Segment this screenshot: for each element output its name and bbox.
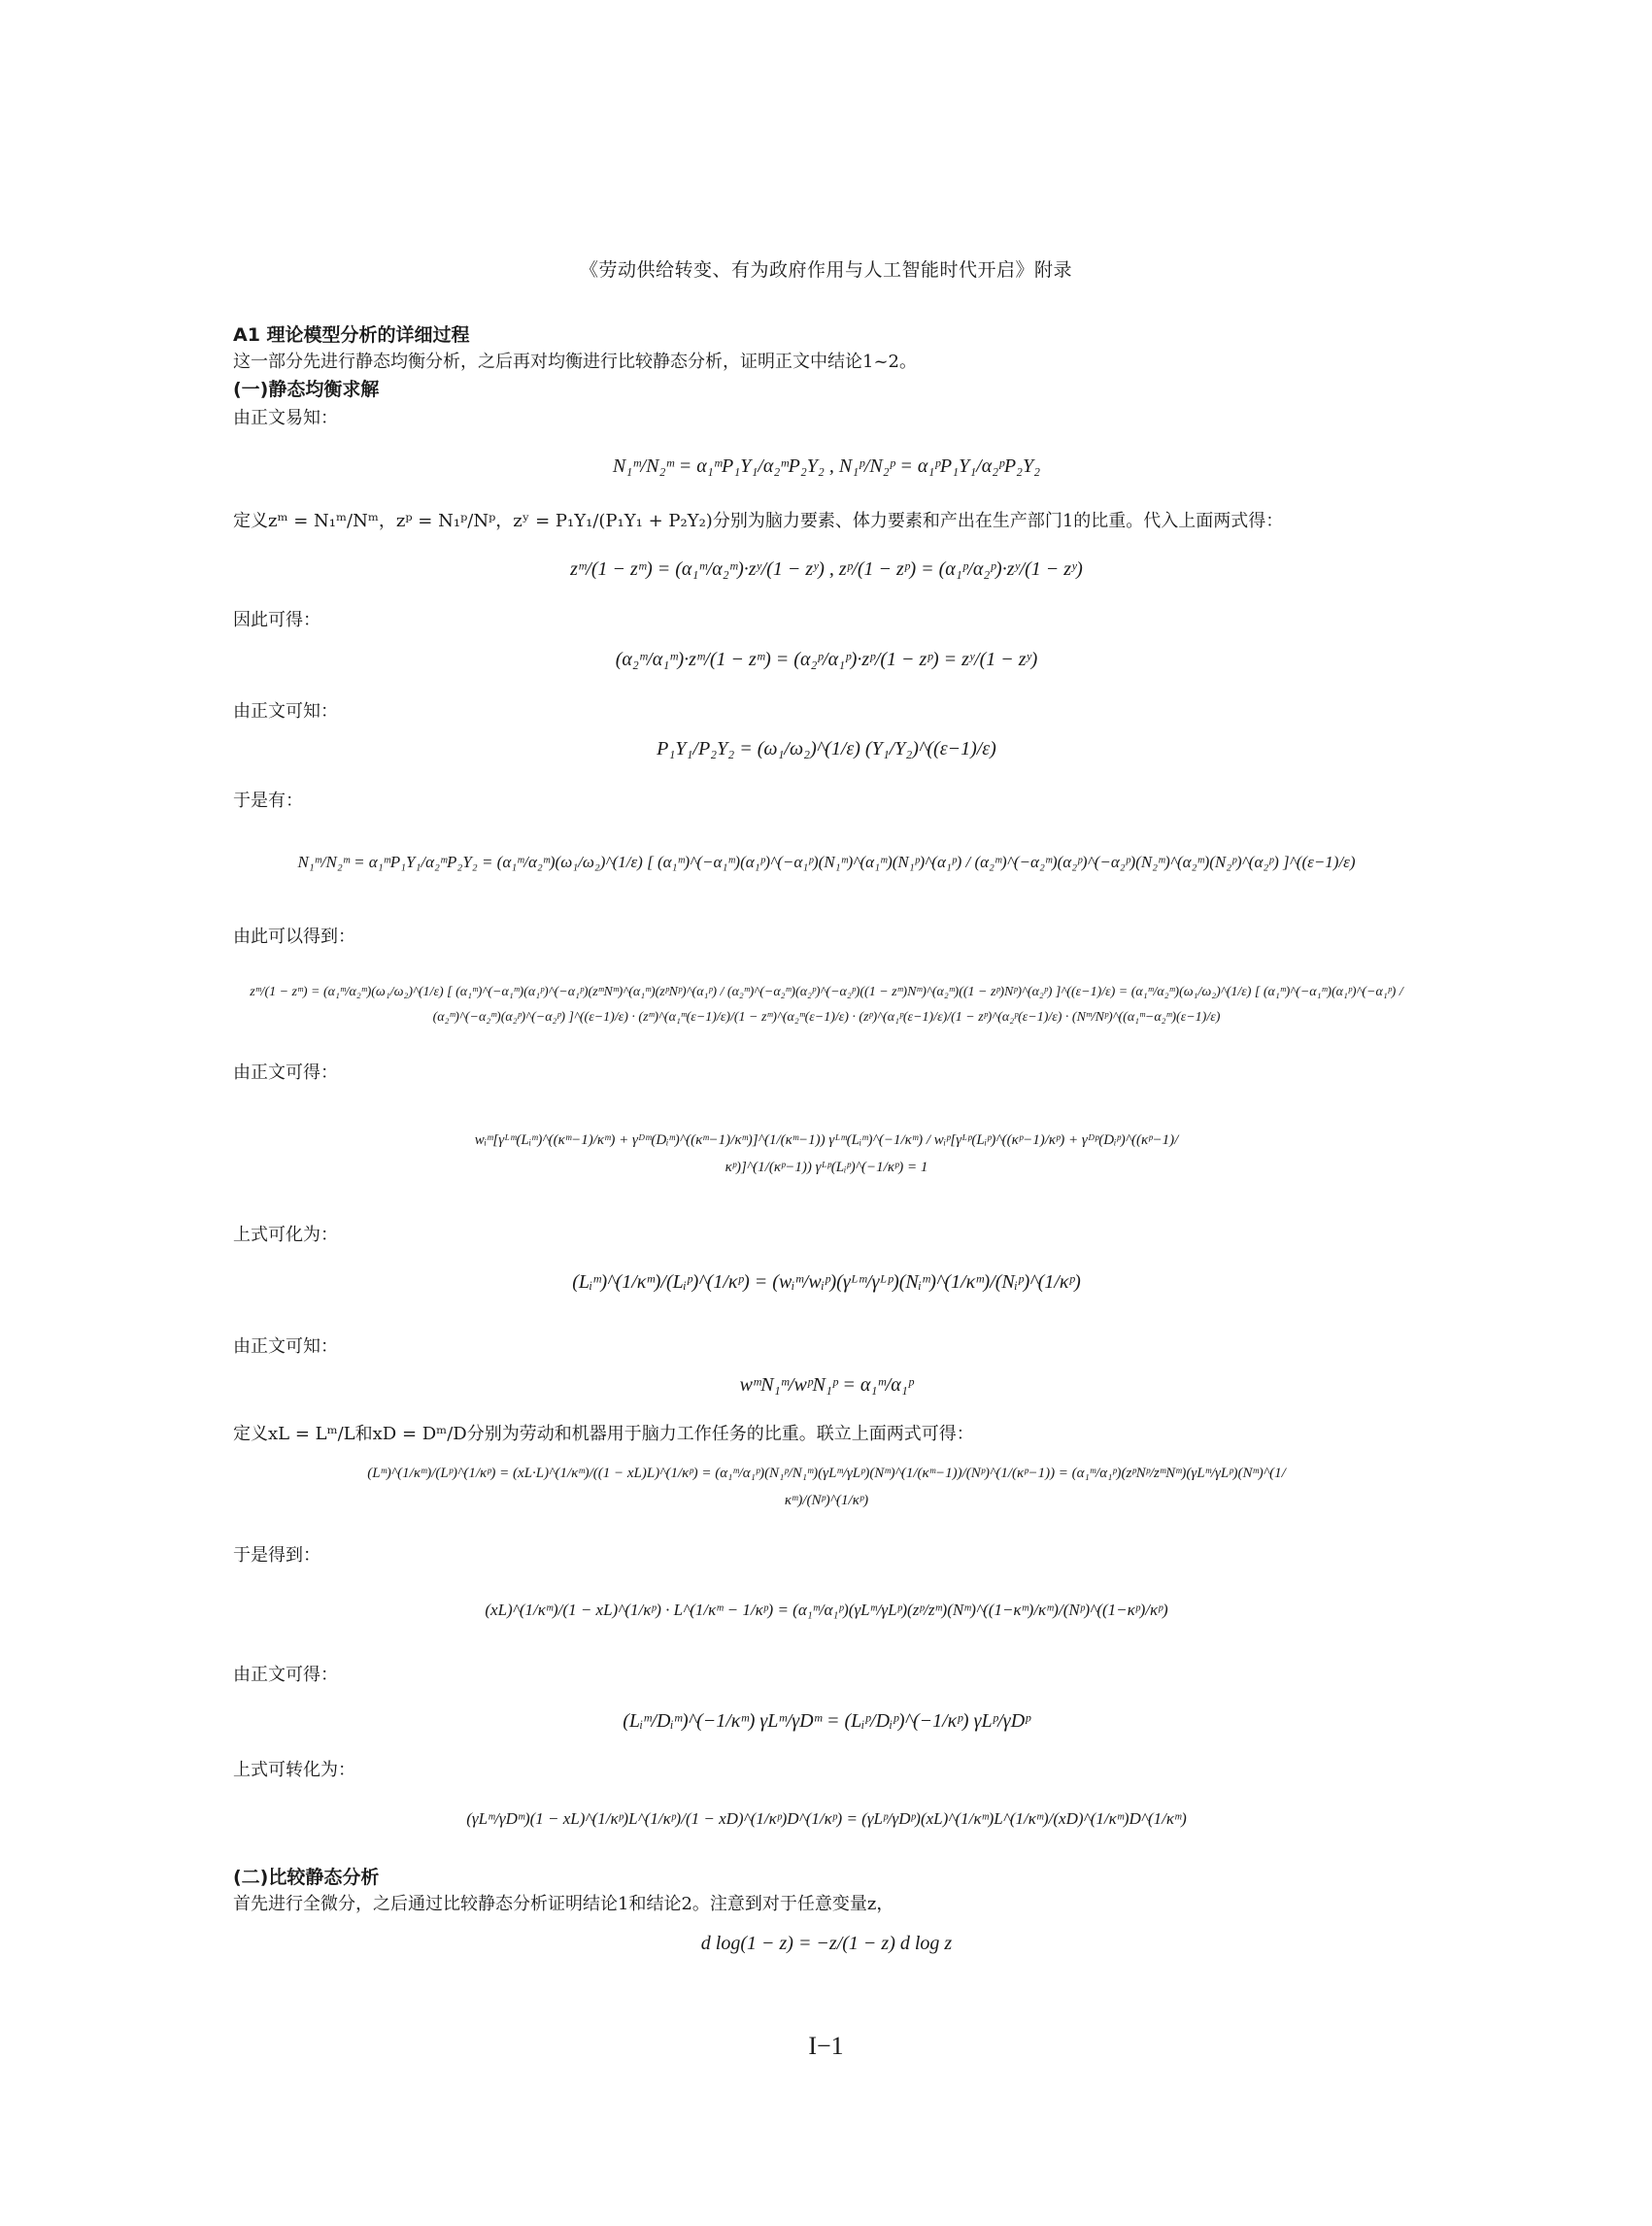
- equation-13: [233, 1787, 1420, 1850]
- equation-4: [233, 721, 1420, 777]
- equation-8-text: (Lᵢᵐ)^(1/κᵐ)/(Lᵢᵖ)^(1/κᵖ) = (wᵢᵐ/wᵢᵖ)(γᴸᵐ/γᴸᵖ)(Nᵢᵐ)^(1/κᵐ)/(Nᵢᵖ)^(1/κᵖ): [572, 1271, 1081, 1293]
- paragraph-2: 定义zᵐ = N₁ᵐ/Nᵐ，zᵖ = N₁ᵖ/Nᵖ，zʸ = P₁Y₁/(P₁Y₁ + P₂Y₂)分别为脑力要素、体力要素和产出在生产部门1的比重。代入上面两式得：: [233, 511, 1284, 531]
- paragraph-10: 定义xL = Lᵐ/L和xD = Dᵐ/D分别为劳动和机器用于脑力工作任务的比重。联立上面两式可得：: [233, 1424, 974, 1444]
- equation-5: [233, 821, 1420, 903]
- equation-1-text: N₁ᵐ/N₂ᵐ = α₁ᵐP₁Y₁/α₂ᵐP₂Y₂ , N₁ᵖ/N₂ᵖ = α₁ᵖP₁Y₁/α₂ᵖP₂Y₂: [612, 455, 1041, 477]
- page-number: I−1: [808, 2032, 844, 2060]
- paragraph-6: 由此可以得到：: [233, 927, 355, 947]
- equation-3-text: (α₂ᵐ/α₁ᵐ)·zᵐ/(1 − zᵐ) = (α₂ᵖ/α₁ᵖ)·zᵖ/(1 − zᵖ) = zʸ/(1 − zʸ): [615, 648, 1038, 670]
- paragraph-12: 由正文可得：: [233, 1665, 338, 1685]
- equation-14: [233, 1919, 1420, 1968]
- paragraph-13: 上式可转化为：: [233, 1760, 355, 1780]
- equation-6: [233, 957, 1420, 1054]
- equation-1: [233, 442, 1420, 490]
- document-title: 《劳动供给转变、有为政府作用与人工智能时代开启》附录: [579, 259, 1072, 281]
- equation-4-text: P₁Y₁/P₂Y₂ = (ω₁/ω₂)^(1/ε) (Y₁/Y₂)^((ε−1)/ε): [657, 737, 996, 759]
- equation-13-text: (γLᵐ/γDᵐ)(1 − xL)^(1/κᵖ)L^(1/κᵖ)/(1 − xD)^(1/κᵖ)D^(1/κᵖ) = (γLᵖ/γDᵖ)(xL)^(1/κᵐ)L^(1/κᵐ)/(xD)^(1/κᵐ)D^(1/κᵐ): [466, 1808, 1187, 1828]
- paragraph-8: 上式可化为：: [233, 1225, 338, 1245]
- paragraph-11: 于是得到：: [233, 1545, 320, 1566]
- equation-8: [233, 1246, 1420, 1319]
- section-heading-a1: A1 理论模型分析的详细过程: [233, 324, 470, 346]
- equation-9: [233, 1357, 1420, 1413]
- paragraph-9: 由正文可知：: [233, 1336, 338, 1357]
- paragraph-3: 因此可得：: [233, 610, 320, 630]
- paragraph-4: 由正文可知：: [233, 701, 338, 722]
- equation-3: [233, 632, 1420, 687]
- equation-2: [233, 542, 1420, 596]
- equation-11-text: (xL)^(1/κᵐ)/(1 − xL)^(1/κᵖ) · L^(1/κᵐ − 1/κᵖ) = (α₁ᵐ/α₁ᵖ)(γLᵐ/γLᵖ)(zᵖ/zᵐ)(Nᵐ)^((1−κᵐ)/κᵐ)/(Nᵖ)^((1−κᵖ)/κᵖ): [485, 1600, 1168, 1619]
- equation-12-text: (Lᵢᵐ/Dᵢᵐ)^(−1/κᵐ) γLᵐ/γDᵐ = (Lᵢᵖ/Dᵢᵖ)^(−1/κᵖ) γLᵖ/γDᵖ: [623, 1710, 1030, 1732]
- equation-11: [233, 1573, 1420, 1646]
- equation-7-text: wᵢᵐ[γᴸᵐ(Lᵢᵐ)^((κᵐ−1)/κᵐ) + γᴰᵐ(Dᵢᵐ)^((κᵐ−1)/κᵐ)]^(1/(κᵐ−1)) γᴸᵐ(Lᵢᵐ)^(−1/κᵐ) / wᵢᵖ[γᴸᵖ(Lᵢᵖ)^((κᵖ−1)/κᵖ) + γᴰᵖ(Dᵢᵖ)^((κᵖ−1)/κᵖ)]^(1/(κᵖ−1)) γᴸᵖ(Lᵢᵖ)^(−1/κᵖ) = 1: [474, 1132, 1179, 1175]
- subsection-heading-comparative: (二)比较静态分析: [233, 1867, 380, 1888]
- equation-10-text: (Lᵐ)^(1/κᵐ)/(Lᵖ)^(1/κᵖ) = (xL·L)^(1/κᵐ)/((1 − xL)L)^(1/κᵖ) = (α₁ᵐ/α₁ᵖ)(N₁ᵖ/N₁ᵐ)(γLᵐ/γLᵖ)(Nᵐ)^(1/(κᵐ−1))/(Nᵖ)^(1/(κᵖ−1)) = (α₁ᵐ/α₁ᵖ)(zᵖNᵖ/zᵐNᵐ)(γLᵐ/γLᵖ)(Nᵐ)^(1/κᵐ)/(Nᵖ)^(1/κᵖ): [367, 1466, 1286, 1508]
- paragraph-1: 由正文易知：: [233, 408, 338, 428]
- equation-10: [233, 1447, 1420, 1527]
- equation-7: [233, 1086, 1420, 1222]
- equation-9-text: wᵐN₁ᵐ/wᵖN₁ᵖ = α₁ᵐ/α₁ᵖ: [739, 1373, 914, 1396]
- subsection-heading-static: (一)静态均衡求解: [233, 379, 380, 400]
- equation-6-text: zᵐ/(1 − zᵐ) = (α₁ᵐ/α₂ᵐ)(ω₁/ω₂)^(1/ε) [ (α₁ᵐ)^(−α₁ᵐ)(α₁ᵖ)^(−α₁ᵖ)(zᵐNᵐ)^(α₁ᵐ)(zᵖNᵖ)^(α₁ᵖ) / (α₂ᵐ)^(−α₂ᵐ)(α₂ᵖ)^(−α₂ᵖ)((1 − zᵐ)Nᵐ)^(α₂ᵐ)((1 − zᵖ)Nᵖ)^(α₂ᵖ) ]^((ε−1)/ε) = (α₁ᵐ/α₂ᵐ)(ω₁/ω₂)^(1/ε) [ (α₁ᵐ)^(−α₁ᵐ)(α₁ᵖ)^(−α₁ᵖ) / (α₂ᵐ)^(−α₂ᵐ)(α₂ᵖ)^(−α₂ᵖ) ]^((ε−1)/ε) · (zᵐ)^(α₁ᵐ(ε−1)/ε)/(1 − zᵐ)^(α₂ᵐ(ε−1)/ε) · (zᵖ)^(α₁ᵖ(ε−1)/ε)/(1 − zᵖ)^(α₂ᵖ(ε−1)/ε) · (Nᵐ/Nᵖ)^((α₁ᵐ−α₂ᵐ)(ε−1)/ε): [250, 985, 1403, 1025]
- equation-12: [233, 1690, 1420, 1753]
- equation-14-text: d log(1 − z) = −z/(1 − z) d log z: [700, 1932, 953, 1954]
- equation-5-text: N₁ᵐ/N₂ᵐ = α₁ᵐP₁Y₁/α₂ᵐP₂Y₂ = (α₁ᵐ/α₂ᵐ)(ω₁/ω₂)^(1/ε) [ (α₁ᵐ)^(−α₁ᵐ)(α₁ᵖ)^(−α₁ᵖ)(N₁ᵐ)^(α₁ᵐ)(N₁ᵖ)^(α₁ᵖ) / (α₂ᵐ)^(−α₂ᵐ)(α₂ᵖ)^(−α₂ᵖ)(N₂ᵐ)^(α₂ᵐ)(N₂ᵖ)^(α₂ᵖ) ]^((ε−1)/ε): [297, 852, 1356, 871]
- paragraph-5: 于是有：: [233, 791, 303, 811]
- paragraph-14: 首先进行全微分，之后通过比较静态分析证明结论1和结论2。注意到对于任意变量z，: [233, 1894, 894, 1914]
- equation-2-text: zᵐ/(1 − zᵐ) = (α₁ᵐ/α₂ᵐ)·zʸ/(1 − zʸ) , zᵖ/(1 − zᵖ) = (α₁ᵖ/α₂ᵖ)·zʸ/(1 − zʸ): [570, 557, 1083, 580]
- paragraph-7: 由正文可得：: [233, 1062, 338, 1083]
- intro-paragraph: 这一部分先进行静态均衡分析，之后再对均衡进行比较静态分析，证明正文中结论1~2。: [233, 352, 917, 372]
